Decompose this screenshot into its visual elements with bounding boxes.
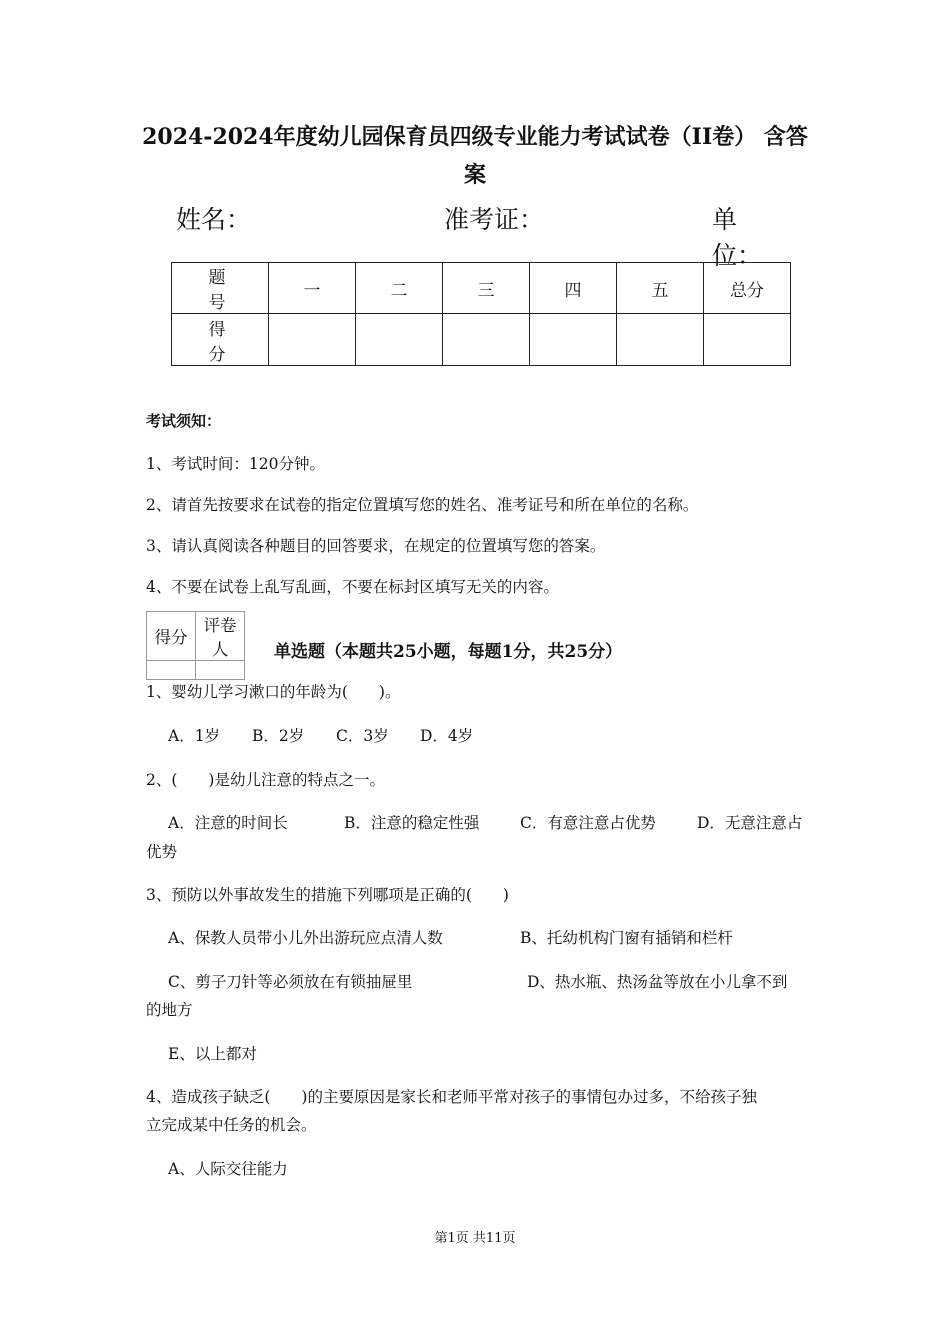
exam-title-line1: 2024-2024年度幼儿园保育员四级专业能力考试试卷（II卷） 含答 bbox=[142, 124, 808, 150]
question-3-option-e: E、以上都对 bbox=[168, 1045, 257, 1063]
score-table-header-row bbox=[172, 263, 791, 314]
question-1-option-c: C．3岁 bbox=[336, 727, 389, 745]
score-cell bbox=[617, 314, 704, 366]
question-3-option-a: A、保教人员带小儿外出游玩应点清人数 bbox=[168, 929, 443, 947]
notice-item: 1、考试时间：120分钟。 bbox=[146, 455, 325, 473]
question-4-stem-line2: 立完成某中任务的机会。 bbox=[146, 1116, 317, 1134]
exam-title-line2: 案 bbox=[463, 162, 486, 188]
notice-heading: 考试须知： bbox=[146, 412, 222, 430]
score-column-2: 二 bbox=[356, 263, 443, 314]
unit-field-label: 单位： bbox=[712, 205, 763, 270]
question-3-option-d: D、热水瓶、热汤盆等放在小儿拿不到 bbox=[527, 973, 788, 991]
notice-item: 3、请认真阅读各种题目的回答要求，在规定的位置填写您的答案。 bbox=[146, 537, 606, 555]
score-cell bbox=[530, 314, 617, 366]
score-cell bbox=[269, 314, 356, 366]
score-cell bbox=[704, 314, 791, 366]
score-column-4: 四 bbox=[530, 263, 617, 314]
question-1-stem: 1、婴幼儿学习漱口的年龄为( )。 bbox=[146, 683, 401, 701]
notice-item: 4、不要在试卷上乱写乱画，不要在标封区填写无关的内容。 bbox=[146, 578, 559, 596]
question-1-option-a: A．1岁 bbox=[168, 727, 221, 745]
question-2-option-b: B．注意的稳定性强 bbox=[344, 814, 480, 832]
section-title: 单选题（本题共25小题，每题1分，共25分） bbox=[274, 642, 623, 662]
grader-box-header bbox=[147, 612, 245, 661]
score-cell bbox=[443, 314, 530, 366]
name-field-label: 姓名： bbox=[176, 205, 252, 234]
score-table-score-row bbox=[172, 314, 791, 366]
grader-box bbox=[146, 611, 245, 680]
grader-box-blank bbox=[147, 661, 245, 680]
score-column-5: 五 bbox=[617, 263, 704, 314]
score-column-total: 总分 bbox=[704, 263, 791, 314]
score-column-1: 一 bbox=[269, 263, 356, 314]
question-number-label: 题 号 bbox=[172, 263, 269, 314]
candidate-info-row bbox=[176, 200, 776, 270]
notice-item: 2、请首先按要求在试卷的指定位置填写您的姓名、准考证号和所在单位的名称。 bbox=[146, 496, 699, 514]
question-2-option-d-continued: 优势 bbox=[146, 843, 178, 861]
question-3-option-b: B、托幼机构门窗有插销和栏杆 bbox=[520, 929, 733, 947]
question-3-option-d-continued: 的地方 bbox=[146, 1001, 193, 1019]
grader-score-label: 得分 bbox=[147, 612, 196, 661]
exam-title bbox=[120, 118, 830, 194]
question-2-option-a: A．注意的时间长 bbox=[168, 814, 288, 832]
grader-reviewer-label: 评卷人 bbox=[196, 612, 245, 661]
question-2-option-c: C．有意注意占优势 bbox=[520, 814, 656, 832]
question-2-stem: 2、( )是幼儿注意的特点之一。 bbox=[146, 771, 385, 789]
question-3-option-c: C、剪子刀针等必须放在有锁抽屉里 bbox=[168, 973, 413, 991]
score-cell bbox=[356, 314, 443, 366]
page-footer: 第1页 共11页 bbox=[434, 1231, 516, 1246]
question-1-option-d: D．4岁 bbox=[420, 727, 474, 745]
grader-reviewer-cell bbox=[196, 661, 245, 680]
question-2-option-d: D．无意注意占 bbox=[697, 814, 803, 832]
question-1-option-b: B．2岁 bbox=[252, 727, 305, 745]
score-column-3: 三 bbox=[443, 263, 530, 314]
question-4-option-a: A、人际交往能力 bbox=[168, 1160, 288, 1178]
exam-id-field-label: 准考证： bbox=[444, 205, 545, 234]
score-table bbox=[171, 262, 791, 366]
question-3-stem: 3、预防以外事故发生的措施下列哪项是正确的( ) bbox=[146, 886, 509, 904]
score-label: 得 分 bbox=[172, 314, 269, 366]
grader-score-cell bbox=[147, 661, 196, 680]
question-4-stem-line1: 4、造成孩子缺乏( )的主要原因是家长和老师平常对孩子的事情包办过多，不给孩子独 bbox=[146, 1088, 757, 1106]
